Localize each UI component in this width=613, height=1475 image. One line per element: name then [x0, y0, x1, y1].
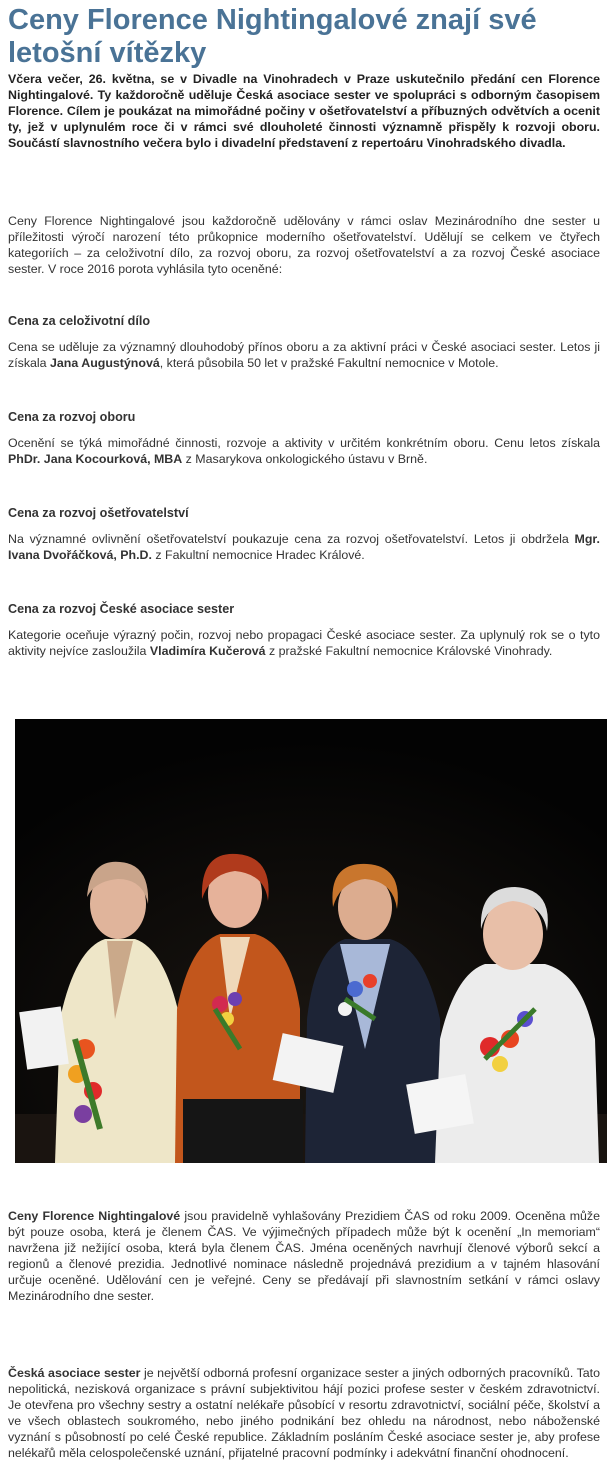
section-text-field: [8, 435, 600, 467]
about-awards-paragraph: [8, 1208, 600, 1305]
section-heading-lifetime: Cena za celoživotní dílo: [8, 314, 151, 328]
about-association-text: je největší odborná profesní organizace sester a jiných odborných pracovníků. Tato nepolitická, nezisková organizace s právní subjektivitou hájí pozici profese sester v českém zdravotnictví. Je otevřena pro všechny sestry a ostatní nelékaře působící v resortu zdravotnictví, sociální péče, školství a ve všech oblastech soukromého, nebo jiného podnikání bez ohledu na národnost, nebo náboženské vyznání s působností po celé České republice. Základním posláním České asociace sester je, aby profese nelékařů měla celospolečenské uznání, přijatelné pracovní podmínky i adekvátní finanční ohodnocení.: [8, 1366, 600, 1461]
section-text-lifetime: [8, 339, 600, 371]
winner-name-nursing: Mgr. Ivana Dvořáčková, Ph.D.: [8, 532, 600, 563]
section-text-lifetime-before: Cena se uděluje za významný dlouhodobý přínos oboru a za aktivní práci v České asociaci sester. Letos ji získala: [8, 340, 600, 371]
about-association-paragraph: [8, 1365, 600, 1462]
section-heading-nursing: Cena za rozvoj ošetřovatelství: [8, 506, 189, 520]
section-heading-association: Cena za rozvoj České asociace sester: [8, 602, 235, 616]
section-text-association: [8, 627, 600, 659]
section-text-nursing-after: z Fakultní nemocnice Hradec Králové.: [151, 548, 365, 563]
winner-name-field: PhDr. Jana Kocourková, MBA: [8, 452, 183, 467]
section-text-association-before: Kategorie oceňuje výrazný počin, rozvoj nebo propagaci České asociace sester. Za uplynulý rok se o tyto aktivity nejvíce zasloužila: [8, 628, 600, 659]
intro-paragraph: Ceny Florence Nightingalové jsou každoročně udělovány v rámci oslav Mezinárodního dne sester u příležitosti výročí narození této průkopnice moderního ošetřovatelství. Udělují se celkem ve čtyřech kategoriích – za celoživotní dílo, za rozvoj oboru, za rozvoj ošetřovatelství a za rozvoj České asociace sester. V roce 2016 porota vyhlásila tyto oceněné:: [8, 214, 600, 277]
about-awards-bold: Ceny Florence Nightingalové: [8, 1209, 181, 1223]
section-text-nursing: [8, 531, 600, 563]
section-text-association-after: z pražské Fakultní nemocnice Královské Vinohrady.: [265, 644, 553, 659]
article-title: Ceny Florence Nightingalové znají své letošní vítězky: [8, 4, 537, 69]
award-winners-photo: [15, 719, 607, 1163]
article-lead: Včera večer, 26. května, se v Divadle na Vinohradech v Praze uskutečnilo předání cen Florence Nightingalové. Ty každoročně uděluje Česká asociace sester ve spolupráci s odborným časopisem Florence. Cílem je poukázat na mimořádné počiny v ošetřovatelství a příbuzných odvětvích a ocenit ty, jež v uplynulém roce či v rámci své dlouholeté činnosti významně přispěly k rozvoji oboru. Součástí slavnostního večera bylo i divadelní představení z repertoáru Vinohradského divadla.: [8, 72, 600, 151]
section-text-field-after: z Masarykova onkologického ústavu v Brně.: [182, 452, 428, 467]
section-heading-field: Cena za rozvoj oboru: [8, 410, 136, 424]
winner-name-lifetime: Jana Augustýnová: [50, 356, 160, 371]
winner-name-association: Vladimíra Kučerová: [149, 644, 266, 659]
about-association-bold: Česká asociace sester: [8, 1366, 141, 1380]
section-text-lifetime-after: , která působila 50 let v pražské Fakultní nemocnice v Motole.: [159, 356, 499, 371]
section-text-nursing-before: Na významné ovlivnění ošetřovatelství poukazuje cena za rozvoj ošetřovatelství. Letos ji obdržela: [8, 532, 575, 546]
about-awards-text: jsou pravidelně vyhlašovány Prezidiem ČAS od roku 2009. Oceněna může být pouze osoba, která je členem ČAS. Ve výjimečných případech může být k ocenění „In memoriam“ navržena již nežijící osoba, která byla členem ČAS. Jména oceněných navrhují členové výborů sekcí a regionů a členové prezidia. Jednotlivé nominace následně projednává prezidium a v tajném hlasování určuje oceněné. Udělování cen je veřejné. Ceny se předávají při slavnostním setkání v rámci oslavy Mezinárodního dne sester.: [8, 1209, 601, 1304]
section-text-field-before: Ocenění se týká mimořádné činnosti, rozvoje a aktivity v určitém konkrétním oboru. Cenu letos získala: [8, 436, 600, 450]
